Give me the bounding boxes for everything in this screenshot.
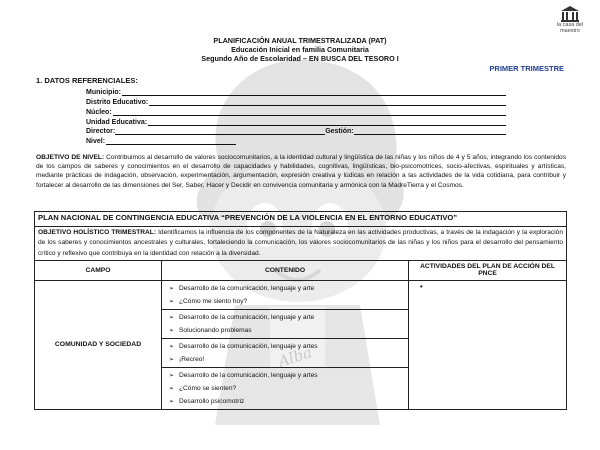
list-item: ➢ Desarrollo de la comunicación, lenguaje y artes [169,342,318,350]
arrow-bullet-icon: ➢ [169,398,175,405]
col-header-campo: CAMPO [35,260,162,280]
plan-title: PLAN NACIONAL DE CONTINGENCIA EDUCATIVA “PREVENCIÓN DE LA VIOLENCIA EN EL ENTORNO EDUCATIVO” [35,212,567,227]
objetivo-holistico [35,227,567,261]
logo [552,6,588,34]
trimestre-label: PRIMER TRIMESTRE [489,64,564,73]
list-item: ➢ Desarrollo psicomotriz [169,397,245,405]
list-item: ➢ ¿Cómo me siento hoy? [169,297,248,305]
field-label: Nivel: [86,138,106,145]
list-item: ➢ Desarrollo de la comunicación, lenguaje y arte [169,284,315,292]
list-item: ➢ Solucionando problemas [169,326,252,334]
objetivo-nivel [36,153,566,190]
field-label: Gestión: [325,128,354,135]
field-unidad[interactable] [86,118,506,127]
bullet-icon: • [420,281,423,291]
campo-cell: COMUNIDAD Y SOCIEDAD [35,280,162,409]
objetivo-nivel-text: Contribuimos al desarrollo de valores sociocomunitarios, a la identidad cultural y lingüística de las niñas y los niños de 4 y 5 años, integrando los contenidos de los campos de saberes y conocimientos en el desarrollo de capacidades y habilidades, cognitivas, lingüísticas, bio-psicomotrices, socio-afectivas, espirituales y artísticas, mediante prácticas de indagación, observación, experimentación, argumentación, expresión creativa y lúdicas en relación a las actividades de la vida cotidiana, para contribuir y fortalecer al desarrollo de las dimensiones del Ser, Saber, Hacer y Decidir en convivencia comunitaria y armónica con la MadreTierra y el Cosmos. [36,154,567,189]
objetivo-holistico-label: OBJETIVO HOLÍSTICO TRIMESTRAL: [38,229,157,236]
doc-grade: Segundo Año de Escolaridad – EN BUSCA DEL TESORO I [201,54,399,63]
field-nucleo[interactable] [86,108,506,117]
field-nivel[interactable] [86,137,236,146]
col-header-contenido: CONTENIDO [162,260,409,280]
content-group [162,309,409,338]
actividades-cell [409,280,567,409]
field-label: Municipio: [86,89,121,96]
arrow-bullet-icon: ➢ [169,285,175,292]
arrow-bullet-icon: ➢ [169,343,175,350]
arrow-bullet-icon: ➢ [169,372,175,379]
watermark-text: Alba [276,343,315,371]
arrow-bullet-icon: ➢ [169,298,175,305]
field-label: Distrito Educativo: [86,99,149,106]
section-title-datos: 1. DATOS REFERENCIALES: [36,76,138,85]
doc-subtitle: Educación Inicial en familia Comunitaria [231,45,369,54]
content-group [162,367,409,409]
arrow-bullet-icon: ➢ [169,327,175,334]
field-distrito[interactable] [86,98,506,107]
field-label: Director: [86,128,116,135]
list-item: ➢ ¡Recreo! [169,355,205,363]
field-label: Núcleo: [86,109,112,116]
building-icon [560,6,580,22]
col-header-actividades: ACTIVIDADES DEL PLAN DE ACCIÓN DEL PNCE [409,260,567,280]
logo-line-1: la casa del [556,22,584,28]
field-director-gestion[interactable] [86,127,506,136]
list-item: ➢ Desarrollo de la comunicación, lenguaje y arte [169,313,315,321]
plan-table [34,211,567,410]
arrow-bullet-icon: ➢ [169,314,175,321]
list-item: ➢ Desarrollo de la comunicación, lenguaje y artes [169,371,318,379]
logo-line-2: maestro [560,28,580,34]
content-group [162,280,409,309]
arrow-bullet-icon: ➢ [169,356,175,363]
doc-title: PLANIFICACIÓN ANUAL TRIMESTRALIZADA (PAT) [213,36,387,45]
content-group [162,338,409,367]
objetivo-nivel-label: OBJETIVO DE NIVEL: [36,154,105,161]
field-label: Unidad Educativa: [86,119,148,126]
field-municipio[interactable] [86,88,506,97]
list-item: ➢ ¿Cómo se sienten? [169,384,237,392]
objetivo-holistico-text: Identificamos la influencia de los componentes de la Naturaleza en las actividades productivas, a través de la indagación y la exploración de los saberes y conocimientos ancestrales y culturales, fortaleciendo la comunicación, los valores sociocomunitarios de las niñas y los niños para el desarrollo del pensamiento crítico y reflexivo que contribuya en la identidad con relación a la diversidad. [38,229,563,257]
arrow-bullet-icon: ➢ [169,385,175,392]
